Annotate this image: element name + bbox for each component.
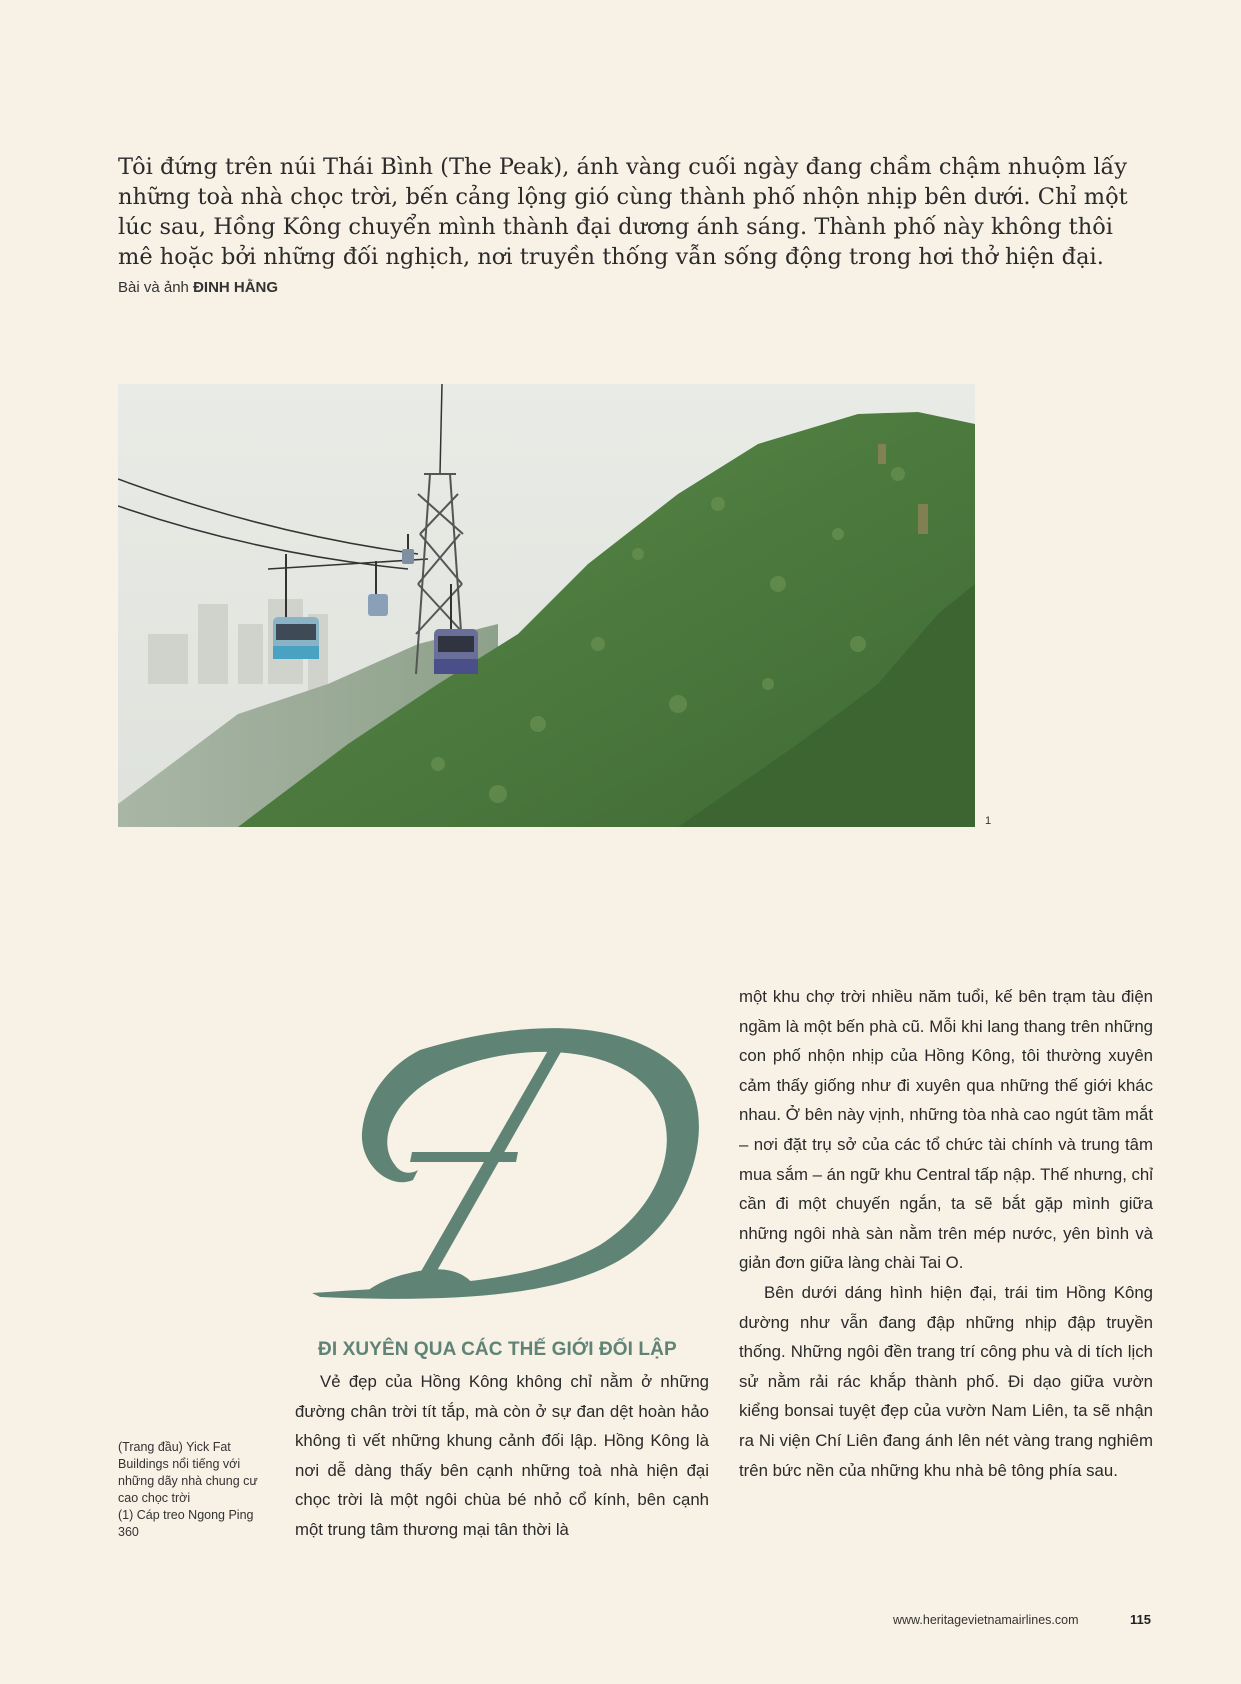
- column-2-paragraph-1: một khu chợ trời nhiều năm tuổi, kế bên trạm tàu điện ngầm là một bến phà cũ. Mỗi khi lang thang trên những con phố nhộn nhịp của Hồng Kông, tôi thường xuyên cảm thấy giống như đi xuyên qua những thế giới khác nhau. Ở bên này vịnh, những tòa nhà cao ngút tầm mắt – nơi đặt trụ sở của các tổ chức tài chính và trung tâm mua sắm – án ngữ khu Central tấp nập. Thế nhưng, chỉ cần đi một chuyến ngắn, ta sẽ bắt gặp mình giữa những ngôi nhà sàn nằm trên mép nước, yên bình và giản đơn giữa làng chài Tai O.: [739, 987, 1153, 1273]
- cable-car-photo: [118, 384, 975, 827]
- byline-author: ĐINH HẰNG: [193, 279, 279, 296]
- caption-line-1: (Trang đầu) Yick Fat Buildings nổi tiếng với những dãy nhà chung cư cao chọc trời: [118, 1440, 258, 1505]
- photo-number: 1: [985, 815, 992, 827]
- drop-cap-letter: [300, 1015, 710, 1305]
- page-number: 115: [1130, 1612, 1151, 1627]
- photo-caption: [118, 1439, 268, 1541]
- column-2: [739, 982, 1153, 1485]
- caption-line-2: (1) Cáp treo Ngong Ping 360: [118, 1508, 254, 1539]
- intro-lead: Tôi đứng trên núi Thái Bình (The Peak), ánh vàng cuối ngày đang chầm chậm nhuộm lấy những toà nhà chọc trời, bến cảng lộng gió cùng thành phố nhộn nhịp bên dưới. Chỉ một lúc sau, Hồng Kông chuyển mình thành đại dương ánh sáng. Thành phố này không thôi mê hoặc bởi những đối nghịch, nơi truyền thống vẫn sống động trong hơi thở hiện đại.: [118, 154, 1128, 270]
- footer-url: www.heritagevietnamairlines.com: [893, 1613, 1079, 1627]
- cable-car-photo-art: [118, 384, 975, 827]
- byline: [118, 279, 278, 296]
- section-heading: ĐI XUYÊN QUA CÁC THẾ GIỚI ĐỐI LẬP: [318, 1339, 677, 1360]
- column-2-paragraph-2: Bên dưới dáng hình hiện đại, trái tim Hồng Kông dường như vẫn đang đập những nhịp đập truyền thống. Những ngôi đền trang trí công phu và di tích lịch sử nằm rải rác khắp thành phố. Đi dạo giữa vườn kiểng bonsai tuyệt đẹp của vườn Nam Liên, ta sẽ nhận ra Ni viện Chí Liên đang ánh lên nét vàng trang nghiêm trên bức nền của những khu nhà bê tông phía sau.: [739, 1282, 1153, 1480]
- column-1-text: Vẻ đẹp của Hồng Kông không chỉ nằm ở những đường chân trời tít tắp, mà còn ở sự đan dệt hoàn hảo không tì vết những khung cảnh đối lập. Hồng Kông là nơi dễ dàng thấy bên cạnh những toà nhà hiện đại chọc trời là một ngôi chùa bé nhỏ cổ kính, bên cạnh một trung tâm thương mại tân thời là: [295, 1372, 709, 1539]
- drop-cap-glyph: [312, 1028, 699, 1299]
- byline-prefix: Bài và ảnh: [118, 279, 189, 296]
